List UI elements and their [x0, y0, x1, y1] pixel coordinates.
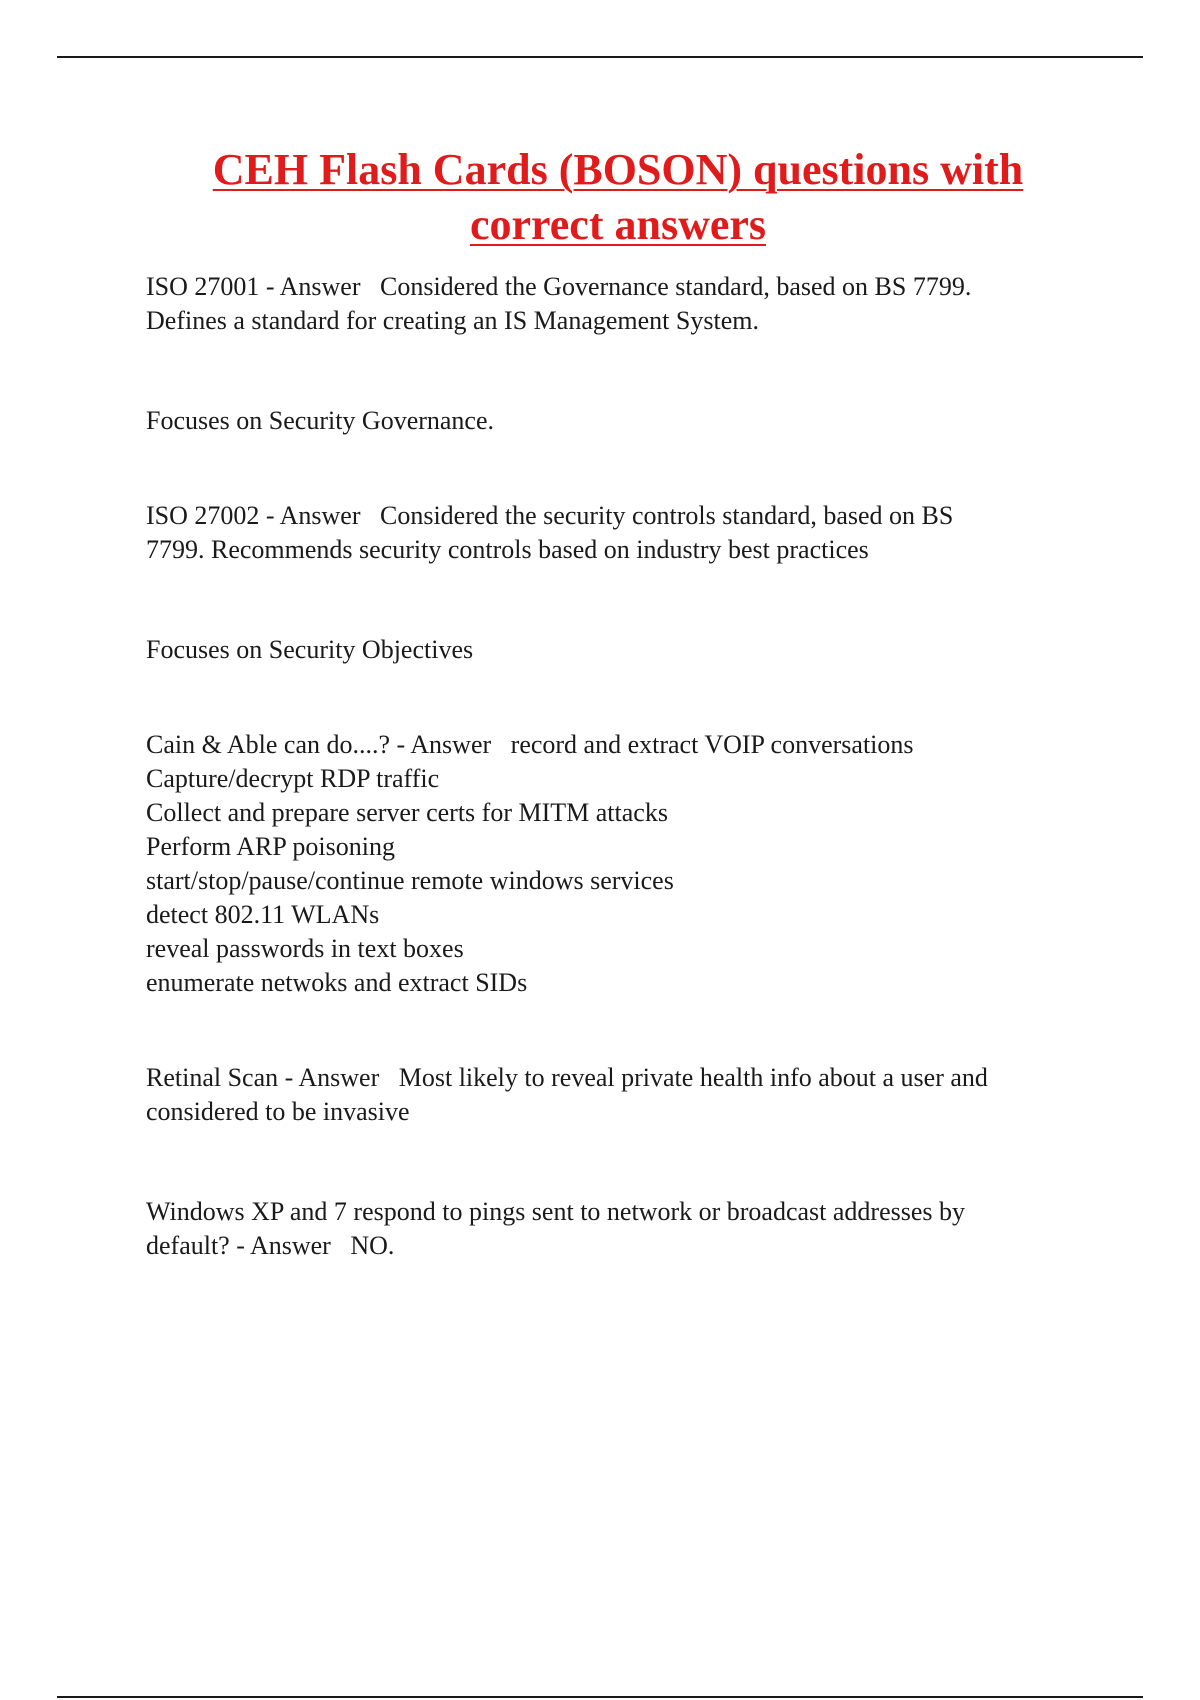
answer-text: Considered the Governance standard, based on BS 7799.	[380, 272, 972, 301]
qa-entry-iso-27002	[146, 499, 1086, 567]
document-body	[146, 270, 1086, 1263]
list-item: Perform ARP poisoning	[146, 832, 395, 861]
qa-line	[146, 270, 1086, 304]
list-item: detect 802.11 WLANs	[146, 900, 380, 929]
note-security-governance: Focuses on Security Governance.	[146, 406, 495, 435]
qa-line	[146, 1229, 1086, 1263]
question-text: Retinal Scan - Answer	[146, 1063, 380, 1092]
document-title: CEH Flash Cards (BOSON) questions with correct answers	[212, 145, 1024, 249]
question-text: ISO 27002 - Answer	[146, 501, 361, 530]
answer-continuation: considered to be invasive	[146, 1097, 410, 1126]
question-text: Windows XP and 7 respond to pings sent to network or broadcast addresses by	[146, 1197, 966, 1226]
top-rule	[57, 56, 1143, 58]
answer-continuation: 7799. Recommends security controls based on industry best practices	[146, 535, 869, 564]
list-item: Capture/decrypt RDP traffic	[146, 764, 440, 793]
qa-entry-retinal-scan	[146, 1061, 1086, 1129]
qa-entry-cain-able	[146, 728, 1086, 1000]
question-text: default? - Answer	[146, 1231, 331, 1260]
list-item: Collect and prepare server certs for MITM attacks	[146, 798, 668, 827]
list-item: reveal passwords in text boxes	[146, 934, 464, 963]
question-text: Cain & Able can do....? - Answer	[146, 730, 492, 759]
qa-line	[146, 499, 1086, 533]
question-text: ISO 27001 - Answer	[146, 272, 361, 301]
qa-entry-iso-27001	[146, 270, 1086, 338]
answer-text: Considered the security controls standard, based on BS	[380, 501, 954, 530]
qa-line	[146, 1061, 1086, 1095]
list-item: start/stop/pause/continue remote windows services	[146, 866, 674, 895]
qa-line	[146, 728, 1086, 762]
answer-continuation: Defines a standard for creating an IS Management System.	[146, 306, 759, 335]
answer-text: NO.	[350, 1231, 395, 1260]
answer-text: Most likely to reveal private health info about a user and	[398, 1063, 988, 1092]
answer-text: record and extract VOIP conversations	[510, 730, 914, 759]
bottom-rule	[57, 1696, 1143, 1698]
list-item: enumerate netwoks and extract SIDs	[146, 968, 528, 997]
note-security-objectives: Focuses on Security Objectives	[146, 635, 474, 664]
qa-entry-windows-pings	[146, 1195, 1086, 1263]
